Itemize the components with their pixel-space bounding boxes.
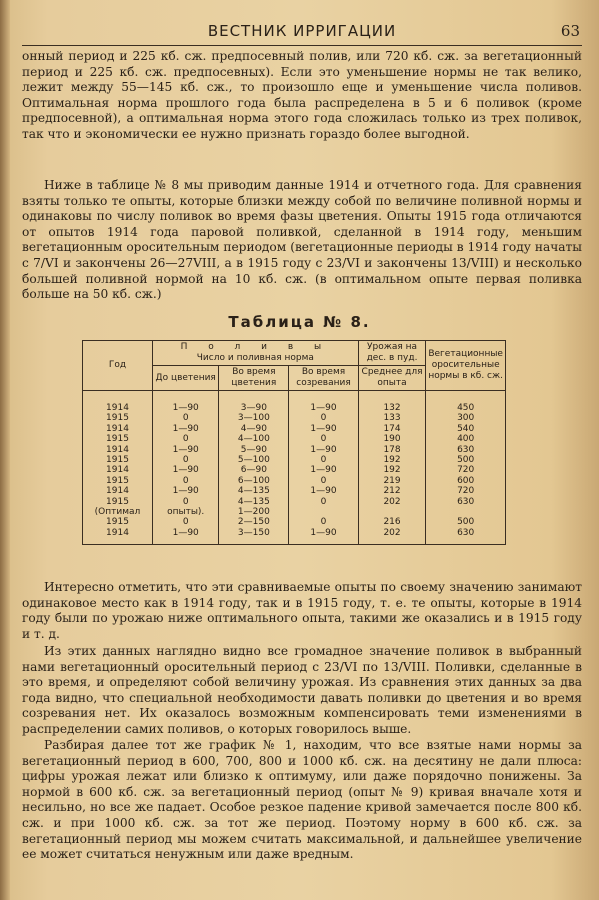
cell-ripening: 0 <box>289 476 358 486</box>
cell-yield-avg: 192 <box>358 465 426 475</box>
paragraph-5: Разбирая далее тот же график № 1, находим, что все взятые нами нормы за вегетационный период в 600, 700, 800 и 1000 кб. сж. на десятину не дали плюса: цифры урожая лежат или близко к оптимуму, или даже порядочно понижены. За нормой в 600 кб. сж. за вегетационный период (опыт № 9) кривая вначале хотя и несильно, но все же падает. Особое резкое падение кривой замечается после 800 кб. сж. и при 1000 кб. сж. за тот же период. Поэтому норму в 600 кб. сж. за вегетационный период мы можем считать максимальной, и дальнейшее увеличение ее может считаться ненужным или даже вредным. <box>22 738 582 862</box>
cell-yield-avg: 174 <box>358 424 426 434</box>
col-header-yield-avg: Среднее для опыта <box>358 366 426 391</box>
cell-veg-norm: 450 <box>426 391 506 414</box>
cell-before-flowering: 0 <box>152 497 218 507</box>
cell-ripening: 1—90 <box>289 528 358 545</box>
table-row <box>83 424 506 434</box>
cell-yield-avg: 192 <box>358 455 426 465</box>
cell-during-flowering: 4—90 <box>219 424 289 434</box>
cell-yield-avg: 216 <box>358 517 426 527</box>
cell-yield-avg: 202 <box>358 497 426 507</box>
cell-yield-avg: 202 <box>358 528 426 545</box>
cell-veg-norm: 500 <box>426 455 506 465</box>
table-row <box>83 465 506 475</box>
cell-during-flowering: 3—150 <box>219 528 289 545</box>
cell-ripening: 0 <box>289 497 358 507</box>
paragraph-4: Из этих данных наглядно видно все громадное значение поливок в выбранный нами вегетационный оросительный период с 23/VI по 13/VIII. Поливки, сделанные в это время, и определяют собой величину урожая. Из сравнения этих данных за два года видно, что специальной необходимости давать поливки до цветения и во время созревания нет. Их оказалось возможным компенсировать теми изменениями в распределении самих поливов, о которых говорилось выше. <box>22 644 582 736</box>
cell-before-flowering: 0 <box>152 455 218 465</box>
cell-during-flowering: 5—90 <box>219 445 289 455</box>
cell-before-flowering: 0 <box>152 434 218 444</box>
col-header-ripening: Во время созревания <box>289 366 358 391</box>
cell-veg-norm: 630 <box>426 528 506 545</box>
cell-yield-avg <box>358 507 426 517</box>
cell-during-flowering: 4—100 <box>219 434 289 444</box>
cell-before-flowering: 0 <box>152 476 218 486</box>
paragraph-2: Ниже в таблице № 8 мы приводим данные 1914 и отчетного года. Для сравнения взяты только те опыты, которые близки между собой по величине поливной нормы и одинаковы по числу поливок во время фазы цветения. Опыты 1915 года отличаются от опытов 1914 года паровой поливкой, сделанной в 1914 году, меньшим вегетационным оросительным периодом (вегетационные периоды в 1914 году начаты с 7/VI и закончены 26—27VIII, а в 1915 году с 23/VI и закончены 13/VIII) и несколько большей поливной нормой на 10 кб. сж. (в оптимальном опыте первая поливка больше на 50 кб. сж.) <box>22 178 582 302</box>
cell-during-flowering: 5—100 <box>219 455 289 465</box>
cell-before-flowering: 1—90 <box>152 486 218 496</box>
cell-yield-avg: 219 <box>358 476 426 486</box>
cell-yield-avg: 178 <box>358 445 426 455</box>
cell-before-flowering: 1—90 <box>152 424 218 434</box>
cell-during-flowering: 6—100 <box>219 476 289 486</box>
cell-yield-avg: 190 <box>358 434 426 444</box>
cell-ripening <box>289 507 358 517</box>
cell-yield-avg: 133 <box>358 413 426 423</box>
col-header-yield-group: Урожая на дес. в пуд. <box>358 341 426 366</box>
cell-during-flowering: 3—100 <box>219 413 289 423</box>
cell-ripening: 1—90 <box>289 465 358 475</box>
page-binding-edge <box>0 0 10 900</box>
cell-during-flowering: 6—90 <box>219 465 289 475</box>
cell-during-flowering: 2—150 <box>219 517 289 527</box>
table-row <box>83 434 506 444</box>
table-row <box>83 517 506 527</box>
table-body <box>83 391 506 545</box>
cell-before-flowering: 0 <box>152 413 218 423</box>
cell-year: (Оптимал <box>83 507 153 517</box>
cell-during-flowering: 4—135 <box>219 497 289 507</box>
cell-veg-norm: 500 <box>426 517 506 527</box>
cell-year: 1915 <box>83 434 153 444</box>
col-header-during-flowering: Во время цветения <box>219 366 289 391</box>
cell-year: 1914 <box>83 424 153 434</box>
col-header-veg-norm: Вегетационные оросительные нормы в кб. сж. <box>426 341 506 391</box>
cell-before-flowering: 1—90 <box>152 391 218 414</box>
cell-year: 1915 <box>83 517 153 527</box>
cell-year: 1915 <box>83 455 153 465</box>
cell-veg-norm: 540 <box>426 424 506 434</box>
cell-year: 1914 <box>83 486 153 496</box>
table-row <box>83 476 506 486</box>
cell-before-flowering: 1—90 <box>152 465 218 475</box>
cell-veg-norm: 720 <box>426 465 506 475</box>
col-header-year: Год <box>83 341 153 391</box>
polivy-heading: П о л и в ы <box>180 342 331 352</box>
table-row <box>83 507 506 517</box>
cell-ripening: 0 <box>289 517 358 527</box>
paragraph-3: Интересно отметить, что эти сравниваемые опыты по своему значению занимают одинаковое место как в 1914 году, так и в 1915 году, т. е. те опыты, которые в 1914 году были по урожаю ниже оптимального опыта, такими же оказались и в 1915 году и т. д. <box>22 580 582 641</box>
cell-year: 1915 <box>83 497 153 507</box>
cell-ripening: 1—90 <box>289 391 358 414</box>
cell-yield-avg: 212 <box>358 486 426 496</box>
table-row <box>83 528 506 545</box>
cell-year: 1914 <box>83 445 153 455</box>
cell-veg-norm: 300 <box>426 413 506 423</box>
cell-ripening: 0 <box>289 413 358 423</box>
data-table <box>82 340 506 545</box>
cell-veg-norm: 600 <box>426 476 506 486</box>
cell-veg-norm: 630 <box>426 497 506 507</box>
cell-ripening: 1—90 <box>289 424 358 434</box>
polivy-subheading: Число и поливная норма <box>196 353 314 363</box>
cell-ripening: 0 <box>289 455 358 465</box>
cell-before-flowering: 1—90 <box>152 445 218 455</box>
cell-year: 1914 <box>83 528 153 545</box>
paragraph-1: онный период и 225 кб. сж. предпосевный полив, или 720 кб. сж. за вегетационный период и 225 кб. сж. предпосевных). Если это уменьшение нормы не так велико, лежит между 55—145 кб. сж., то произошло еще и уменьшение числа поливов. Оптимальная норма прошлого года была распределена в 5 и 6 поливок (кроме предпосевной), а оптимальная норма этого года сложилась только из трех поливок, так что и экономически ее нужно признать гораздо более выгодной. <box>22 49 582 141</box>
cell-veg-norm: 720 <box>426 486 506 496</box>
cell-year: 1915 <box>83 476 153 486</box>
journal-title: ВЕСТНИК ИРРИГАЦИИ <box>207 22 397 40</box>
table-row <box>83 391 506 414</box>
cell-year: 1914 <box>83 465 153 475</box>
cell-yield-avg: 132 <box>358 391 426 414</box>
cell-during-flowering: 3—90 <box>219 391 289 414</box>
table-title: Таблица № 8. <box>228 313 371 331</box>
col-header-polivy <box>152 341 358 366</box>
table-row <box>83 486 506 496</box>
cell-year: 1914 <box>83 391 153 414</box>
table-row <box>83 455 506 465</box>
cell-veg-norm: 630 <box>426 445 506 455</box>
cell-before-flowering: 1—90 <box>152 528 218 545</box>
table-row <box>83 445 506 455</box>
page-number: 63 <box>560 22 580 40</box>
cell-before-flowering: 0 <box>152 517 218 527</box>
cell-during-flowering: 1—200 <box>219 507 289 517</box>
cell-year: 1915 <box>83 413 153 423</box>
table-row <box>83 497 506 507</box>
cell-veg-norm: 400 <box>426 434 506 444</box>
cell-ripening: 0 <box>289 434 358 444</box>
col-header-before-flowering: До цветения <box>152 366 218 391</box>
cell-during-flowering: 4—135 <box>219 486 289 496</box>
cell-ripening: 1—90 <box>289 486 358 496</box>
cell-ripening: 1—90 <box>289 445 358 455</box>
page-header <box>22 19 582 46</box>
cell-veg-norm <box>426 507 506 517</box>
cell-before-flowering: опыты). <box>152 507 218 517</box>
table-row <box>83 413 506 423</box>
